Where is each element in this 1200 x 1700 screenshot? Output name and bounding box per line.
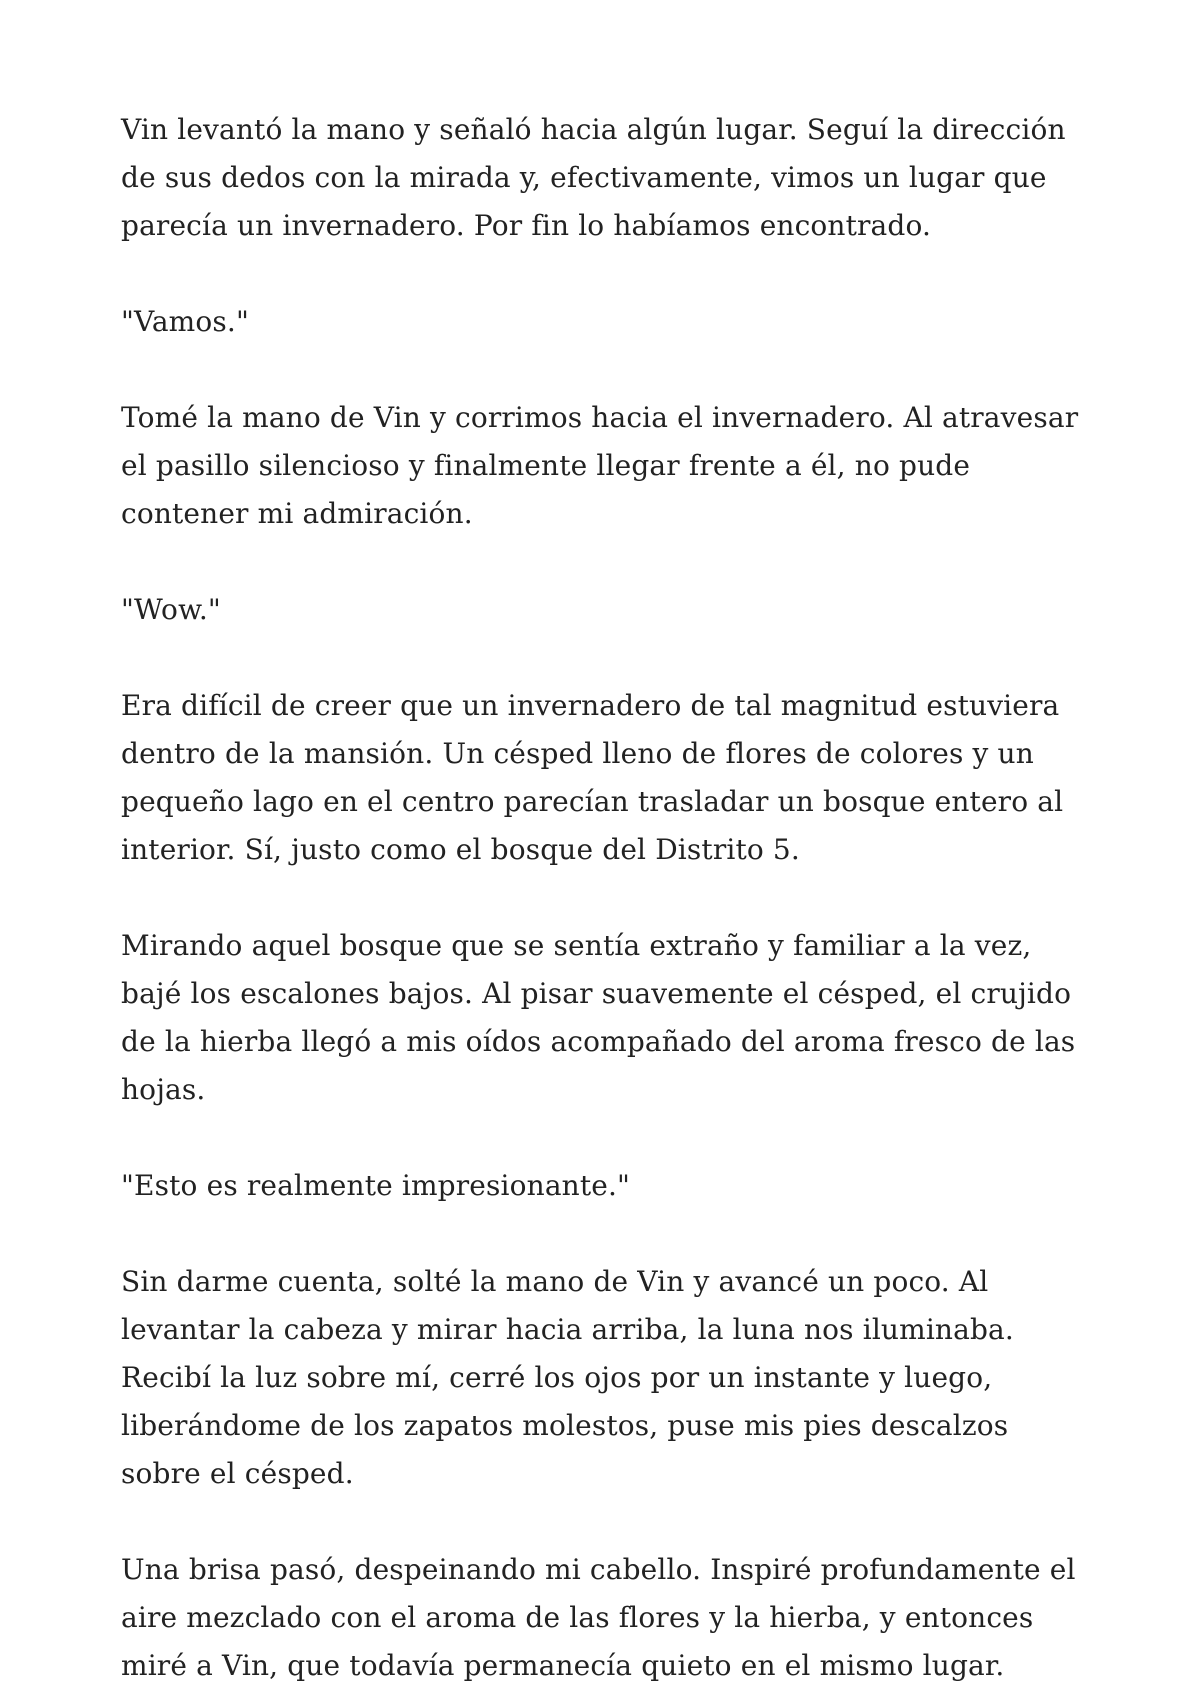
dialogue-vamos: "Vamos." (121, 305, 249, 338)
paragraph-1: Vin levantó la mano y señaló hacia algún lugar. Seguí la dirección de sus dedos con la mirada y, efectivamente, vimos un lugar que parecía un invernadero. Por fin lo habíamos encontrado. (121, 113, 1066, 242)
paragraph-6: Una brisa pasó, despeinando mi cabello. Inspiré profundamente el aire mezclado con el aroma de las flores y la hierba, y entonces miré a Vin, que todavía permanecía quieto en el mismo lugar. (121, 1553, 1076, 1682)
paragraph-4: Mirando aquel bosque que se sentía extraño y familiar a la vez, bajé los escalones bajos. Al pisar suavemente el césped, el crujido de la hierba llegó a mis oídos acompañado del aroma fresco de las hojas. (121, 929, 1076, 1106)
paragraph-3: Era difícil de creer que un invernadero de tal magnitud estuviera dentro de la mansión. Un césped lleno de flores de colores y un pequeño lago en el centro parecían trasladar un bosque entero al interior. Sí, justo como el bosque del Distrito 5. (121, 689, 1064, 866)
paragraph-5: Sin darme cuenta, solté la mano de Vin y avancé un poco. Al levantar la cabeza y mirar hacia arriba, la luna nos iluminaba. Recibí la luz sobre mí, cerré los ojos por un instante y luego, liberándome de los zapatos molestos, puse mis pies descalzos sobre el césped. (121, 1265, 1014, 1490)
dialogue-impresionante: "Esto es realmente impresionante." (121, 1169, 631, 1202)
dialogue-wow: "Wow." (121, 593, 221, 626)
paragraph-2: Tomé la mano de Vin y corrimos hacia el invernadero. Al atravesar el pasillo silencioso y finalmente llegar frente a él, no pude contener mi admiración. (121, 401, 1079, 530)
